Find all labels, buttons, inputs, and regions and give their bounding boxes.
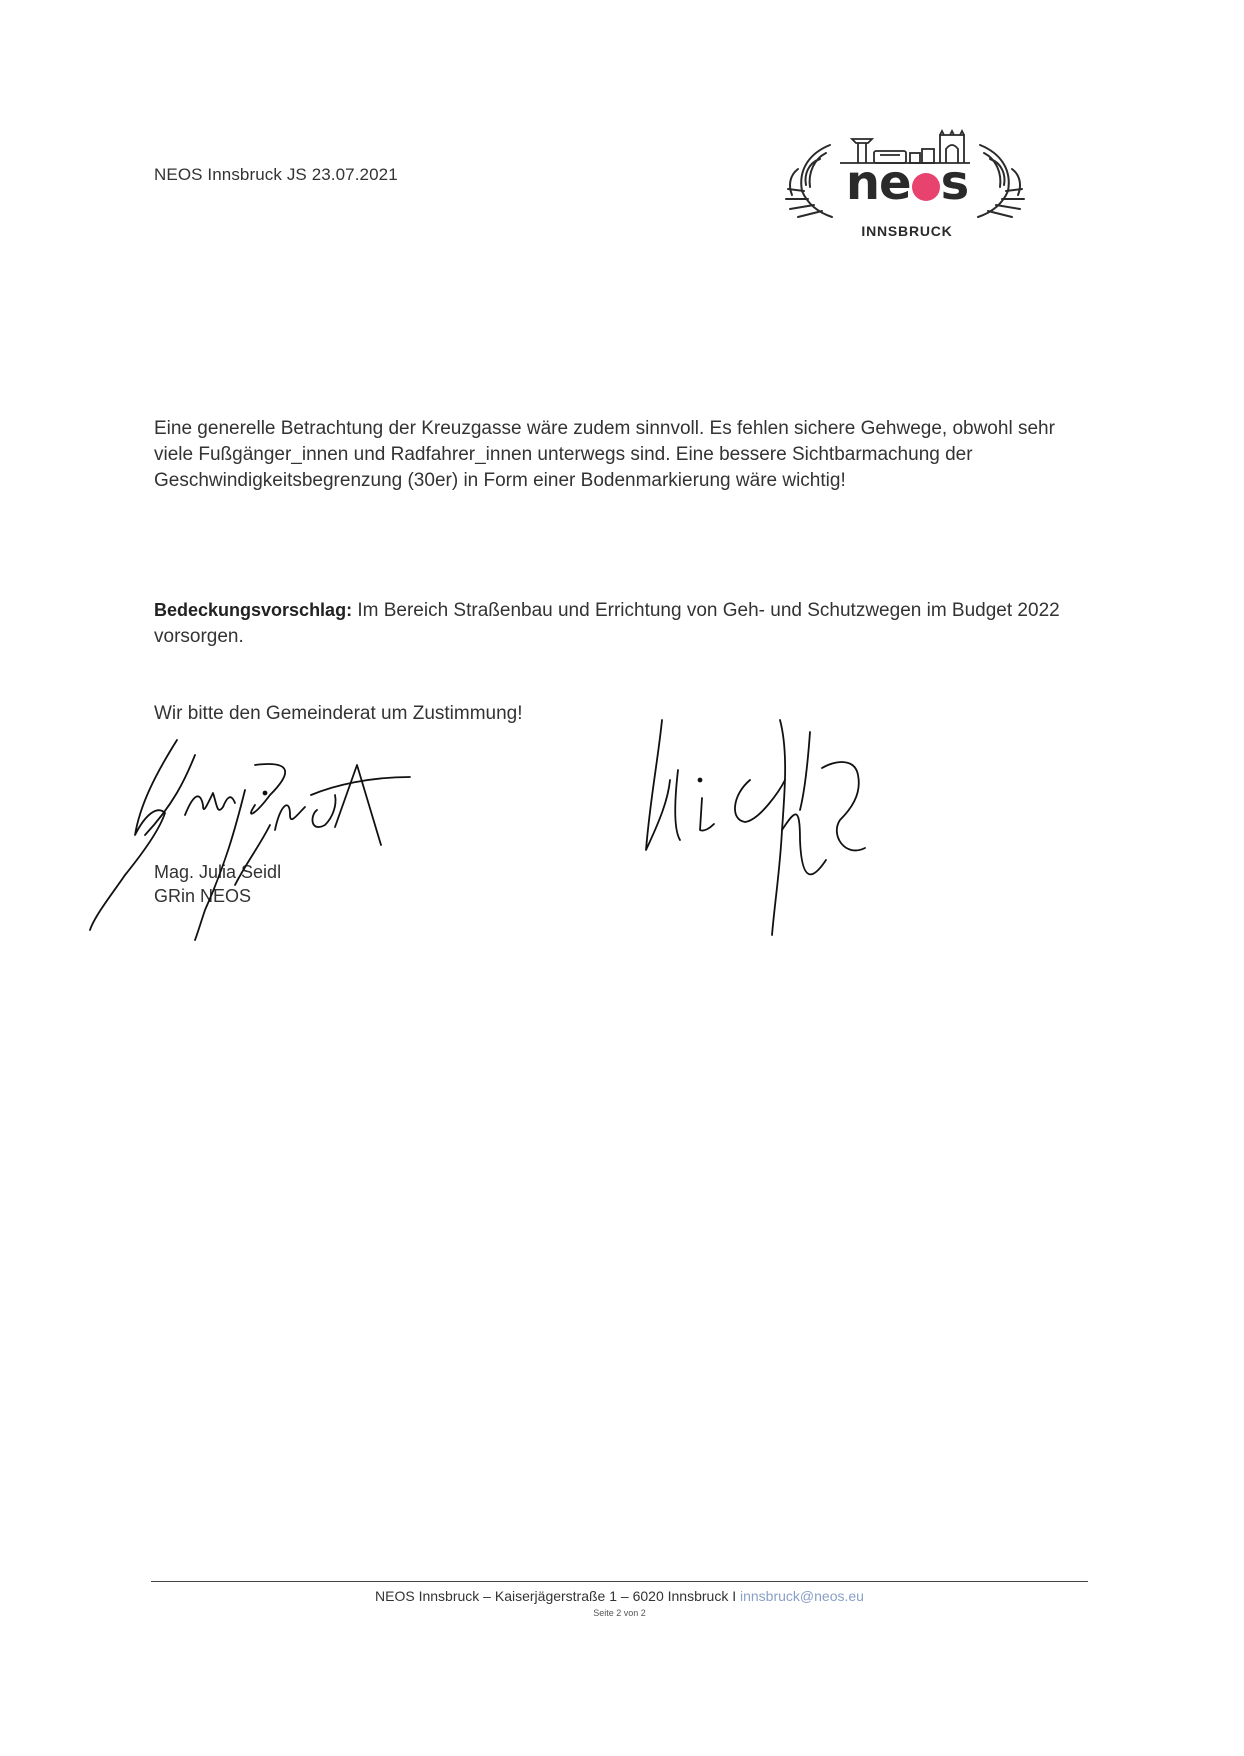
logo-pink-dot xyxy=(912,173,940,201)
cover-text: Im Bereich Straßenbau und Errichtung von Geh- und Schutzwegen im Budget 2022 vorsorgen. xyxy=(154,600,1060,647)
signatory-role: GRin NEOS xyxy=(154,886,252,906)
document-reference: NEOS Innsbruck JS 23.07.2021 xyxy=(154,165,398,184)
signature-left xyxy=(85,735,465,945)
logo-word-right: s xyxy=(940,155,969,211)
cover-proposal xyxy=(154,597,1099,650)
body-paragraph: Eine generelle Betrachtung der Kreuzgasse wäre zudem sinnvoll. Es fehlen sichere Gehwege, obwohl sehr viele Fußgänger_innen und Radfahrer_innen unterwegs sind. Eine bessere Sichtbarmachung der Geschwindigkeitsbegrenzung (30er) in Form einer Bodenmarkierung wäre wichtig! xyxy=(154,418,1055,491)
footer-rule xyxy=(151,1581,1088,1582)
cover-label: Bedeckungsvorschlag: xyxy=(154,600,353,620)
logo-city: INNSBRUCK xyxy=(861,223,953,239)
logo-word-left: ne xyxy=(845,155,911,211)
signature-right-strokes xyxy=(640,710,940,940)
signature-right xyxy=(640,710,940,940)
footer-email[interactable]: innsbruck@neos.eu xyxy=(740,1588,864,1604)
signature-left-strokes xyxy=(85,735,465,945)
signatory-name: Mag. Julia Seidl xyxy=(154,862,282,882)
page-number: Seite 2 von 2 xyxy=(593,1608,646,1618)
approval-request: Wir bitte den Gemeinderat um Zustimmung! xyxy=(154,703,523,724)
footer-address-text: NEOS Innsbruck – Kaiserjägerstraße 1 – 6020 Innsbruck I xyxy=(375,1588,740,1604)
neos-innsbruck-logo xyxy=(780,125,1030,245)
footer-address xyxy=(151,1588,1088,1604)
logo-wordmark xyxy=(832,155,982,211)
